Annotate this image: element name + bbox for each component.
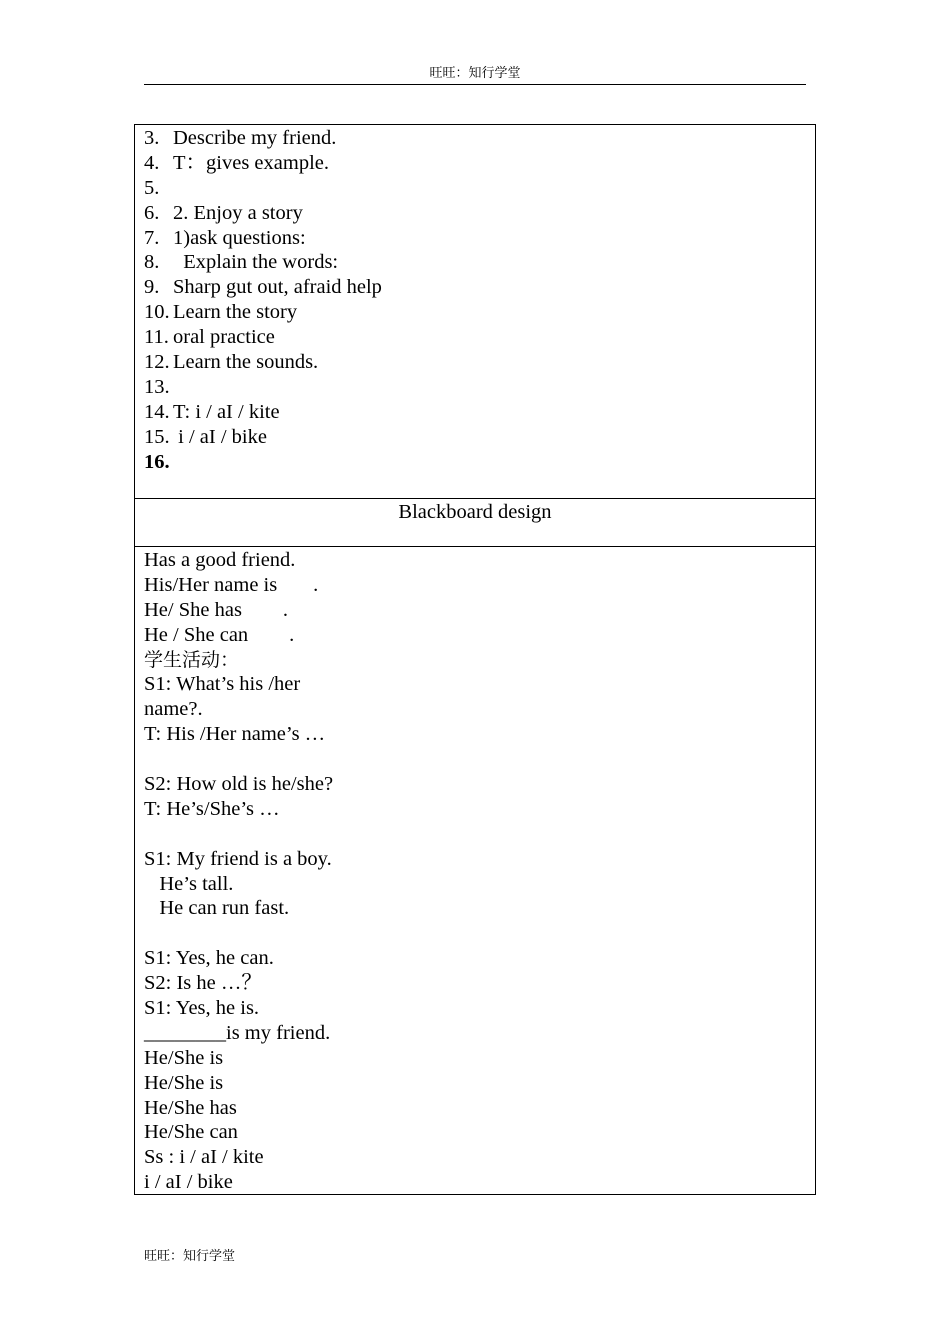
step-line: 5.	[144, 176, 160, 199]
blackboard-heading-cell	[135, 499, 815, 547]
board-line: He/She is	[144, 1046, 224, 1069]
board-line: He / She can .	[144, 623, 295, 646]
step-line: 14. T: i / aI / kite	[144, 400, 280, 423]
page-footer: 旺旺：知行学堂	[144, 1249, 236, 1264]
board-line: S2: Is he …？	[144, 972, 262, 995]
board-line: Has a good friend.	[144, 549, 296, 571]
blackboard-content-cell	[135, 547, 815, 1194]
blackboard-lines	[144, 548, 333, 1195]
board-line: S1: Yes, he is.	[144, 997, 260, 1020]
board-line: S2: How old is he/she?	[144, 773, 334, 796]
step-line: 16.	[144, 450, 170, 473]
board-line	[144, 921, 333, 946]
board-line: Ss : i / aI / kite	[144, 1146, 264, 1169]
board-line: He/She has	[144, 1096, 237, 1119]
board-line: He can run fast.	[144, 897, 290, 920]
board-line: He/ She has .	[144, 598, 289, 621]
board-line: name?.	[144, 698, 203, 721]
lesson-table	[134, 124, 816, 1195]
board-line: 学生活动：	[144, 648, 240, 671]
board-line: S1: My friend is a boy.	[144, 847, 332, 870]
step-line: 7. 1)ask questions:	[144, 226, 306, 249]
step-line: 12. Learn the sounds.	[144, 351, 319, 374]
board-line: S1: Yes, he can.	[144, 947, 274, 970]
step-line: 6. 2. Enjoy a story	[144, 201, 303, 224]
step-line: 4. T：gives example.	[144, 151, 329, 174]
board-line: T: He’s/She’s …	[144, 797, 280, 820]
step-line: 13.	[144, 375, 170, 398]
step-line: 15. i / aI / bike	[144, 425, 267, 448]
board-line: He/She can	[144, 1121, 238, 1144]
board-line	[144, 822, 333, 847]
blackboard-design-heading: Blackboard design	[398, 501, 552, 523]
step-line: 11. oral practice	[144, 326, 275, 349]
step-line: 9. Sharp gut out, afraid help	[144, 276, 382, 299]
board-line: T: His /Her name’s …	[144, 723, 326, 746]
board-line: He/She is	[144, 1071, 224, 1094]
page-header: 旺旺：知行学堂	[144, 66, 806, 85]
board-line: S1: What’s his /her	[144, 673, 301, 696]
board-line: ________is my friend.	[144, 1021, 331, 1044]
teaching-steps-list	[144, 126, 382, 474]
board-line: i / aI / bike	[144, 1171, 233, 1194]
teaching-steps-cell	[135, 125, 815, 499]
step-line: 3. Describe my friend.	[144, 127, 337, 149]
board-line: He’s tall.	[144, 872, 234, 895]
step-line: 10. Learn the story	[144, 301, 298, 324]
board-line: His/Her name is .	[144, 573, 319, 596]
board-line	[144, 747, 333, 772]
step-line: 8. Explain the words:	[144, 251, 339, 274]
